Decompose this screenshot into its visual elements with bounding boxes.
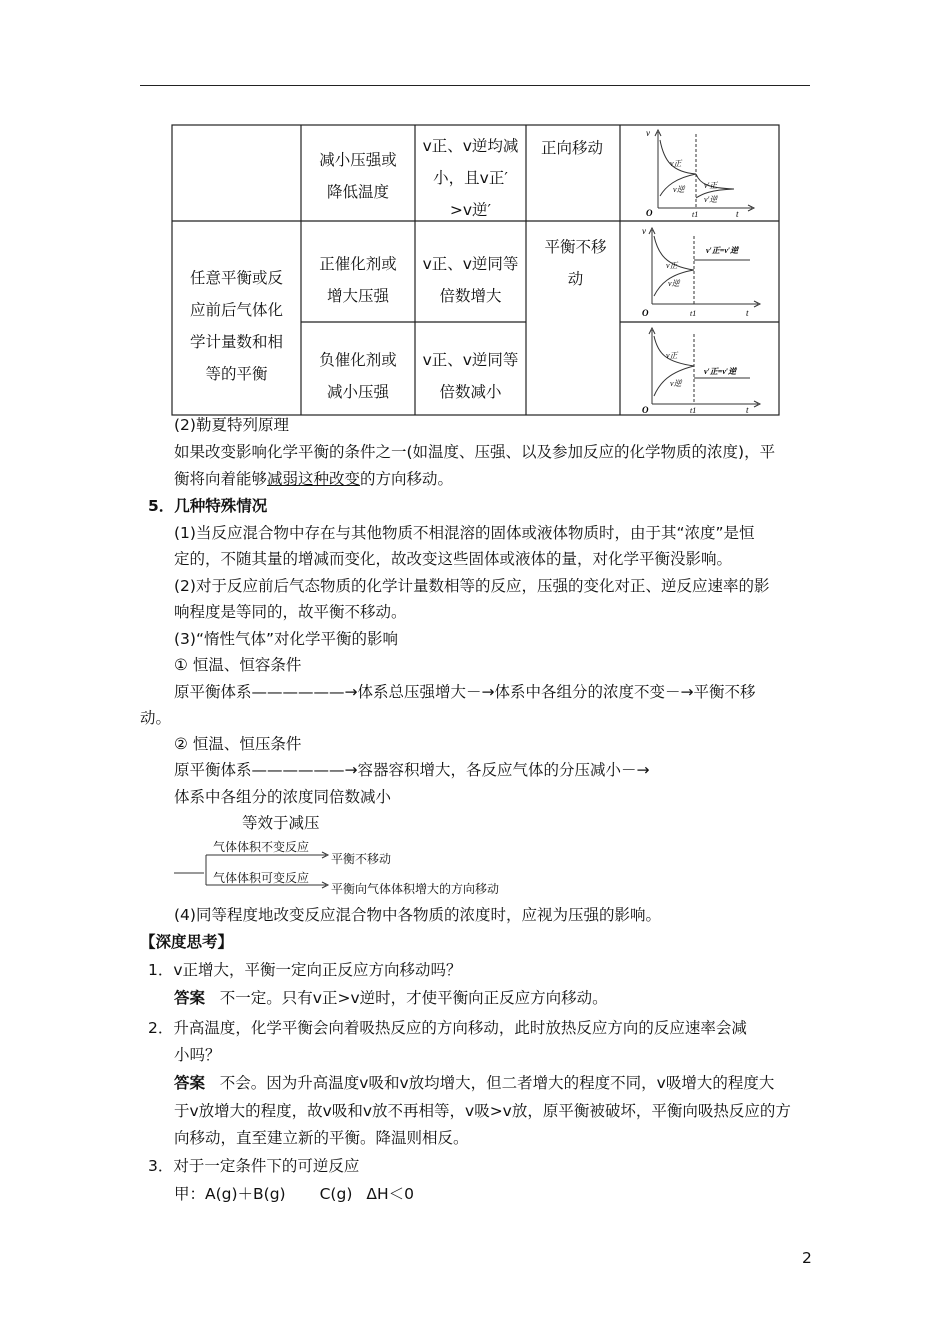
g3-t1: t1 bbox=[690, 406, 697, 415]
g3-vfwd: v正 bbox=[666, 351, 678, 360]
row2b-condition bbox=[301, 344, 415, 408]
g2-vfwd: v正 bbox=[666, 261, 678, 270]
g1-vfwd: v正 bbox=[670, 159, 682, 168]
page-number: 2 bbox=[802, 1249, 812, 1267]
s5-c2-line-b: 体系中各组分的浓度同倍数减小 bbox=[174, 788, 392, 806]
g2-O: O bbox=[642, 308, 649, 318]
g1-t1: t1 bbox=[692, 210, 699, 218]
g2-t1: t1 bbox=[690, 309, 697, 318]
branch-a-label: 气体体积不变反应 bbox=[213, 840, 310, 854]
deep-q3-eq-b: C(g) bbox=[319, 1185, 353, 1203]
row2a-rate-text: v正、v逆同等 倍数增大 bbox=[422, 255, 519, 305]
g2-vrev: v逆 bbox=[668, 279, 680, 288]
g3-vrev: v逆 bbox=[670, 379, 682, 388]
row2a-condition bbox=[301, 248, 415, 312]
deep-q3-eq-c: ΔH＜0 bbox=[366, 1185, 414, 1203]
s5-c1: ① 恒温、恒容条件 bbox=[174, 656, 302, 674]
row2a-rate-change bbox=[415, 248, 526, 312]
deep-a1-row bbox=[174, 988, 608, 1008]
g2-veq: v′正=v′逆 bbox=[706, 246, 739, 255]
deep-q3-eq-a: 甲：A(g)＋B(g) bbox=[174, 1185, 286, 1203]
graph-row2b bbox=[640, 324, 765, 416]
row1-condition bbox=[301, 144, 415, 208]
branch-a-result: 平衡不移动 bbox=[331, 852, 392, 866]
s5-p1a: (1)当反应混合物中存在与其他物质不相混溶的固体或液体物质时，由于其“浓度”是恒 bbox=[174, 524, 755, 542]
row1-shift: 正向移动 bbox=[541, 139, 604, 157]
graph-row1 bbox=[640, 126, 760, 218]
section5-heading: 5．几种特殊情况 bbox=[148, 497, 268, 515]
deep-a1: 不一定。只有v正>v逆时，才使平衡向正反应方向移动。 bbox=[219, 989, 608, 1007]
branch-b-label: 气体体积可变反应 bbox=[213, 871, 310, 885]
g1-vfwdp: v′正 bbox=[704, 181, 718, 190]
row2b-rate-text: v正、v逆同等 倍数减小 bbox=[422, 351, 519, 401]
g1-vrevp: v′逆 bbox=[704, 195, 718, 204]
g1-vrev: v逆 bbox=[673, 185, 685, 194]
lechatelier-text2-underlined: 减弱这种改变 bbox=[267, 470, 361, 488]
deep-q3: 3．对于一定条件下的可逆反应 bbox=[148, 1157, 360, 1175]
g3-O: O bbox=[642, 405, 649, 415]
row2-type-text: 任意平衡或反 应前后气体化 学计量数和相 等的平衡 bbox=[189, 269, 283, 383]
s5-c2-line-a: 原平衡体系——————→容器容积增大，各反应气体的分压减小－→ bbox=[174, 761, 650, 779]
deep-heading: 【深度思考】 bbox=[140, 933, 234, 951]
deep-a2a: 不会。因为升高温度v吸和v放均增大，但二者增大的程度不同，v吸增大的程度大 bbox=[219, 1074, 775, 1092]
deep-a2c: 向移动，直至建立新的平衡。降温则相反。 bbox=[174, 1129, 469, 1147]
s5-p3: (3)“惰性气体”对化学平衡的影响 bbox=[174, 630, 399, 648]
g1-v: v bbox=[646, 128, 650, 138]
s5-c1-line-a: 原平衡体系——————→体系总压强增大－→体系中各组分的浓度不变－→平衡不移 bbox=[174, 683, 756, 701]
deep-q2b: 小吗？ bbox=[174, 1046, 221, 1064]
row2a-condition-text: 正催化剂或 增大压强 bbox=[319, 255, 397, 305]
branch-b-result: 平衡向气体体积增大的方向移动 bbox=[331, 882, 500, 896]
s5-c2: ② 恒温、恒压条件 bbox=[174, 735, 302, 753]
s5-c1-line-b: 动。 bbox=[140, 709, 172, 727]
row2b-rate-change bbox=[415, 344, 526, 408]
g3-veq: v′正=v′逆 bbox=[704, 367, 737, 376]
deep-a2-row bbox=[174, 1073, 774, 1093]
deep-q2a: 2．升高温度，化学平衡会向着吸热反应的方向移动，此时放热反应方向的反应速率会减 bbox=[148, 1019, 747, 1037]
s5-p4: (4)同等程度地改变反应混合物中各物质的浓度时，应视为压强的影响。 bbox=[174, 906, 661, 924]
deep-a1-label: 答案 bbox=[174, 989, 206, 1007]
row1-condition-text: 减小压强或 降低温度 bbox=[319, 151, 397, 201]
g2-t: t bbox=[746, 308, 749, 318]
s5-p2b: 响程度是等同的，故平衡不移动。 bbox=[174, 603, 407, 621]
row2-shift-text: 平衡不移 动 bbox=[544, 238, 607, 288]
lechatelier-text2-pre: 衡将向着能够 bbox=[174, 470, 268, 488]
s5-c2-line-c: 等效于减压 bbox=[242, 814, 320, 832]
row2b-condition-text: 负催化剂或 减小压强 bbox=[319, 351, 397, 401]
g1-t: t bbox=[736, 209, 739, 218]
s5-p2a: (2)对于反应前后气态物质的化学计量数相等的反应，压强的变化对正、逆反应速率的影 bbox=[174, 577, 770, 595]
row2-shift bbox=[538, 231, 613, 295]
row1-rate-change bbox=[415, 130, 526, 226]
g2-v: v bbox=[642, 226, 646, 236]
deep-a2b: 于v放增大的程度，故v吸和v放不再相等，v吸>v放，原平衡被破坏，平衡向吸热反应的方 bbox=[174, 1102, 791, 1120]
lechatelier-heading: (2)勒夏特列原理 bbox=[174, 416, 289, 434]
row1-rate-text: v正、v逆均减 小，且v正′ >v逆′ bbox=[422, 137, 519, 219]
deep-q3-eq bbox=[174, 1184, 414, 1204]
lechatelier-text2 bbox=[174, 469, 453, 489]
g3-t: t bbox=[746, 405, 749, 415]
s5-p1b: 定的，不随其量的增减而变化，故改变这些固体或液体的量，对化学平衡没影响。 bbox=[174, 550, 733, 568]
g1-O: O bbox=[646, 208, 653, 218]
graph-row2a bbox=[640, 224, 765, 320]
lechatelier-text2-post: 的方向移动。 bbox=[360, 470, 454, 488]
lechatelier-text1: 如果改变影响化学平衡的条件之一(如温度、压强、以及参加反应的化学物质的浓度)，平 bbox=[174, 443, 776, 461]
deep-a2-label: 答案 bbox=[174, 1074, 206, 1092]
deep-q1: 1．v正增大，平衡一定向正反应方向移动吗？ bbox=[148, 961, 462, 979]
row2-type bbox=[172, 262, 301, 390]
